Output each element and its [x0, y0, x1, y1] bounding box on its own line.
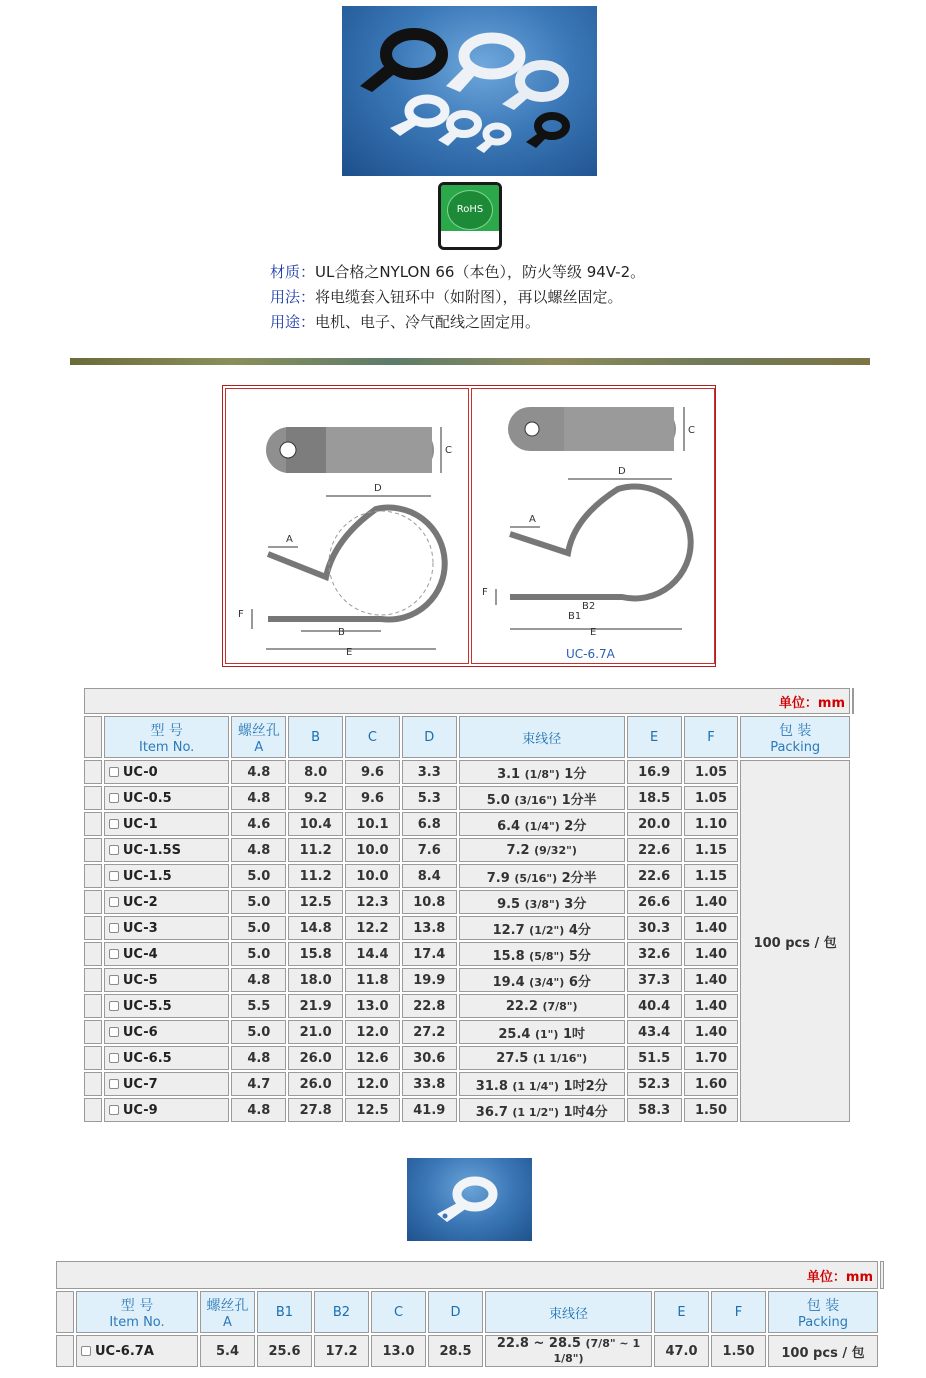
cell-c: 11.8 [345, 968, 400, 992]
cell-f: 1.50 [684, 1098, 739, 1122]
item-cell: UC-0.5 [104, 786, 230, 810]
cell-d: 19.9 [402, 968, 457, 992]
cell-f: 1.05 [684, 760, 739, 784]
dim-label-a: A [286, 534, 293, 545]
cell-e: 43.4 [627, 1020, 682, 1044]
item-cell: UC-3 [104, 916, 230, 940]
row-spacer [84, 1098, 102, 1122]
row-checkbox[interactable] [109, 949, 119, 959]
rohs-label: RoHS [456, 204, 484, 215]
cell-f: 1.40 [684, 916, 739, 940]
diagram-uc-6-7a [471, 388, 715, 664]
cell-f: 1.40 [684, 994, 739, 1018]
row-checkbox[interactable] [109, 1079, 119, 1089]
item-cell: UC-9 [104, 1098, 230, 1122]
dim-label-f: F [238, 609, 244, 620]
table-row: UC-6.7A 5.4 25.6 17.2 13.0 28.5 22.8 ~ 28.5 (7/8" ~ 1 1/8") 47.0 1.50 100 pcs / 包 [56, 1335, 884, 1367]
item-cell: UC-2 [104, 890, 230, 914]
cell-b: 11.2 [288, 838, 343, 862]
cell-b: 21.9 [288, 994, 343, 1018]
t2-col-b2-header: B2 [314, 1291, 369, 1333]
table-row [84, 1072, 854, 1096]
cell-e: 22.6 [627, 838, 682, 862]
cell-e: 40.4 [627, 994, 682, 1018]
cell-a: 5.0 [231, 864, 286, 888]
cell-f: 1.40 [684, 1020, 739, 1044]
t2-col-c-header: C [371, 1291, 426, 1333]
t2-col-f-header: F [711, 1291, 766, 1333]
bundle-cell: 12.7 (1/2") 4分 [459, 916, 625, 940]
row-spacer [84, 864, 102, 888]
t2-col-a-header: 螺丝孔 A [200, 1291, 255, 1333]
cell-c: 12.5 [345, 1098, 400, 1122]
cell-b: 8.0 [288, 760, 343, 784]
col-bundle-header: 束线径 [459, 716, 625, 758]
cell-e: 26.6 [627, 890, 682, 914]
table-row [84, 864, 854, 888]
row-checkbox[interactable] [109, 923, 119, 933]
cell-c: 9.6 [345, 786, 400, 810]
bundle-cell: 9.5 (3/8") 3分 [459, 890, 625, 914]
dim-label-e: E [346, 647, 353, 658]
row-spacer [84, 968, 102, 992]
col-item-header: 型 号 Item No. [104, 716, 230, 758]
cell-d: 13.8 [402, 916, 457, 940]
cell-f: 1.05 [684, 786, 739, 810]
cell-b: 18.0 [288, 968, 343, 992]
row-checkbox[interactable] [109, 897, 119, 907]
col-packing-header: 包 装 Packing [740, 716, 850, 758]
col-b-header: B [288, 716, 343, 758]
t2-col-bundle-header: 束线径 [485, 1291, 652, 1333]
cell-d: 27.2 [402, 1020, 457, 1044]
bundle-cell: 5.0 (3/16") 1分半 [459, 786, 625, 810]
table-row [84, 1046, 854, 1070]
cell-d: 41.9 [402, 1098, 457, 1122]
unit-label: 单位：mm [84, 688, 850, 714]
cell-c: 12.2 [345, 916, 400, 940]
row-checkbox[interactable] [109, 767, 119, 777]
cell-c: 12.0 [345, 1072, 400, 1096]
cell-e: 22.6 [627, 864, 682, 888]
cell-e: 58.3 [627, 1098, 682, 1122]
table-row [84, 1020, 854, 1044]
cell-d: 5.3 [402, 786, 457, 810]
cell-b: 21.0 [288, 1020, 343, 1044]
row-spacer [84, 812, 102, 836]
table-row [84, 812, 854, 836]
table-row [84, 760, 854, 784]
row-spacer [84, 1020, 102, 1044]
cell-a: 5.0 [231, 890, 286, 914]
cell-f: 1.15 [684, 864, 739, 888]
col-c-header: C [345, 716, 400, 758]
cell-b: 26.0 [288, 1072, 343, 1096]
bundle-cell: 22.2 (7/8") [459, 994, 625, 1018]
cell-f: 1.60 [684, 1072, 739, 1096]
row-checkbox[interactable] [109, 793, 119, 803]
row-spacer [84, 994, 102, 1018]
unit-label-2: 单位：mm [56, 1261, 878, 1289]
row-spacer [84, 916, 102, 940]
col-d-header: D [402, 716, 457, 758]
cell-c: 9.6 [345, 760, 400, 784]
table-row [84, 838, 854, 862]
cell-f: 1.10 [684, 812, 739, 836]
row-checkbox[interactable] [109, 1105, 119, 1115]
dim-label-c: C [445, 445, 452, 456]
dim-label-d-2: D [618, 466, 626, 477]
cell-c: 12.0 [345, 1020, 400, 1044]
cell-e: 32.6 [627, 942, 682, 966]
cell-a: 4.8 [231, 838, 286, 862]
cell-a: 4.8 [231, 1098, 286, 1122]
cell-d: 22.8 [402, 994, 457, 1018]
cell-e: 20.0 [627, 812, 682, 836]
cell-b: 26.0 [288, 1046, 343, 1070]
bundle-cell: 19.4 (3/4") 6分 [459, 968, 625, 992]
cell-b: 15.8 [288, 942, 343, 966]
cell-d: 8.4 [402, 864, 457, 888]
row-checkbox[interactable] [109, 1053, 119, 1063]
cell-c: 12.6 [345, 1046, 400, 1070]
cell-c: 10.1 [345, 812, 400, 836]
row-checkbox[interactable] [109, 1027, 119, 1037]
cell-b: 27.8 [288, 1098, 343, 1122]
cell-b: 11.2 [288, 864, 343, 888]
packing-cell: 100 pcs / 包 [740, 760, 850, 1122]
cell-c: 10.0 [345, 838, 400, 862]
dim-label-e-2: E [590, 627, 597, 638]
spec-material: 材质：UL合格之NYLON 66（本色），防火等级 94V-2。 [270, 263, 646, 281]
spec-application: 用途：电机、电子、冷气配线之固定用。 [270, 313, 541, 331]
bundle-cell: 25.4 (1") 1吋 [459, 1020, 625, 1044]
bundle-cell: 3.1 (1/8") 1分 [459, 760, 625, 784]
cell-a: 4.8 [231, 786, 286, 810]
cell-d: 17.4 [402, 942, 457, 966]
table-row [84, 994, 854, 1018]
item-cell: UC-5 [104, 968, 230, 992]
cell-c: 12.3 [345, 890, 400, 914]
diagram-caption-uc-6-7a: UC-6.7A [566, 647, 615, 661]
cell-b: 9.2 [288, 786, 343, 810]
cell-d: 33.8 [402, 1072, 457, 1096]
cell-a: 5.5 [231, 994, 286, 1018]
diagram-uc-standard [225, 388, 469, 664]
cell-c: 10.0 [345, 864, 400, 888]
table-row [84, 1098, 854, 1122]
cell-f: 1.15 [684, 838, 739, 862]
item-cell: UC-6 [104, 1020, 230, 1044]
t2-col-d-header: D [428, 1291, 483, 1333]
cell-d: 30.6 [402, 1046, 457, 1070]
cell-e: 18.5 [627, 786, 682, 810]
spec-usage: 用法：将电缆套入钮环中（如附图），再以螺丝固定。 [270, 288, 623, 306]
item-cell: UC-1.5S [104, 838, 230, 862]
dim-label-c-2: C [688, 425, 695, 436]
item-cell: UC-1 [104, 812, 230, 836]
bundle-cell: 6.4 (1/4") 2分 [459, 812, 625, 836]
row-spacer [84, 890, 102, 914]
cell-c: 14.4 [345, 942, 400, 966]
spec-table-uc-series [82, 686, 856, 1124]
dim-label-b2: B2 [582, 601, 596, 612]
cell-a: 5.0 [231, 916, 286, 940]
table-row [84, 786, 854, 810]
dim-label-b1: B1 [568, 611, 582, 622]
cell-a: 5.0 [231, 942, 286, 966]
uc-6-7a-photo [407, 1158, 532, 1241]
bundle-cell: 36.7 (1 1/2") 1吋4分 [459, 1098, 625, 1122]
bundle-cell: 7.2 (9/32") [459, 838, 625, 862]
table-row [84, 890, 854, 914]
bundle-cell: 31.8 (1 1/4") 1吋2分 [459, 1072, 625, 1096]
section-divider [70, 358, 870, 365]
dim-label-f-2: F [482, 587, 488, 598]
item-cell: UC-7 [104, 1072, 230, 1096]
col-e-header: E [627, 716, 682, 758]
item-cell: UC-1.5 [104, 864, 230, 888]
cell-c: 13.0 [345, 994, 400, 1018]
cell-b: 10.4 [288, 812, 343, 836]
col-a-header: 螺丝孔 A [231, 716, 286, 758]
cell-a: 4.8 [231, 1046, 286, 1070]
cell-f: 1.40 [684, 890, 739, 914]
spec-table-uc-6-7a [54, 1259, 886, 1369]
single-clamp-illustration [407, 1158, 532, 1241]
bundle-cell: 7.9 (5/16") 2分半 [459, 864, 625, 888]
item-cell: UC-5.5 [104, 994, 230, 1018]
t2-col-b1-header: B1 [257, 1291, 312, 1333]
row-checkbox[interactable] [109, 975, 119, 985]
cell-d: 10.8 [402, 890, 457, 914]
bundle-cell: 22.8 ~ 28.5 (7/8" ~ 1 1/8") [485, 1335, 652, 1367]
item-cell: UC-4 [104, 942, 230, 966]
rohs-badge [438, 182, 502, 250]
dim-label-a-2: A [529, 514, 536, 525]
col-f-header: F [684, 716, 739, 758]
cell-a: 4.7 [231, 1072, 286, 1096]
row-spacer [84, 760, 102, 784]
table-row [84, 968, 854, 992]
item-cell: UC-0 [104, 760, 230, 784]
cell-d: 7.6 [402, 838, 457, 862]
row-checkbox[interactable] [109, 871, 119, 881]
row-spacer [84, 786, 102, 810]
row-checkbox[interactable] [109, 845, 119, 855]
cell-a: 5.0 [231, 1020, 286, 1044]
row-checkbox[interactable] [109, 819, 119, 829]
cell-f: 1.70 [684, 1046, 739, 1070]
table-row [84, 942, 854, 966]
cell-f: 1.40 [684, 968, 739, 992]
bundle-cell: 15.8 (5/8") 5分 [459, 942, 625, 966]
dim-label-d: D [374, 483, 382, 494]
dim-label-b: B [338, 627, 345, 638]
t2-col-item-header: 型 号 Item No. [76, 1291, 198, 1333]
cell-e: 16.9 [627, 760, 682, 784]
t2-col-packing-header: 包 装 Packing [768, 1291, 878, 1333]
cell-e: 51.5 [627, 1046, 682, 1070]
cell-b: 14.8 [288, 916, 343, 940]
cell-f: 1.40 [684, 942, 739, 966]
product-photo [342, 6, 597, 176]
cell-e: 37.3 [627, 968, 682, 992]
row-spacer [84, 1072, 102, 1096]
cell-a: 4.8 [231, 760, 286, 784]
row-checkbox[interactable] [109, 1001, 119, 1011]
cell-e: 52.3 [627, 1072, 682, 1096]
item-cell: UC-6.7A [76, 1335, 198, 1367]
row-spacer [84, 838, 102, 862]
table-row [84, 916, 854, 940]
row-spacer [84, 1046, 102, 1070]
cable-clamps-illustration [342, 6, 597, 176]
dimension-diagram [222, 385, 716, 667]
row-spacer [84, 942, 102, 966]
cell-a: 4.6 [231, 812, 286, 836]
cell-d: 6.8 [402, 812, 457, 836]
row-checkbox[interactable] [81, 1346, 91, 1356]
cell-e: 30.3 [627, 916, 682, 940]
cell-d: 3.3 [402, 760, 457, 784]
bundle-cell: 27.5 (1 1/16") [459, 1046, 625, 1070]
t2-col-e-header: E [654, 1291, 709, 1333]
item-cell: UC-6.5 [104, 1046, 230, 1070]
cell-a: 4.8 [231, 968, 286, 992]
cell-b: 12.5 [288, 890, 343, 914]
